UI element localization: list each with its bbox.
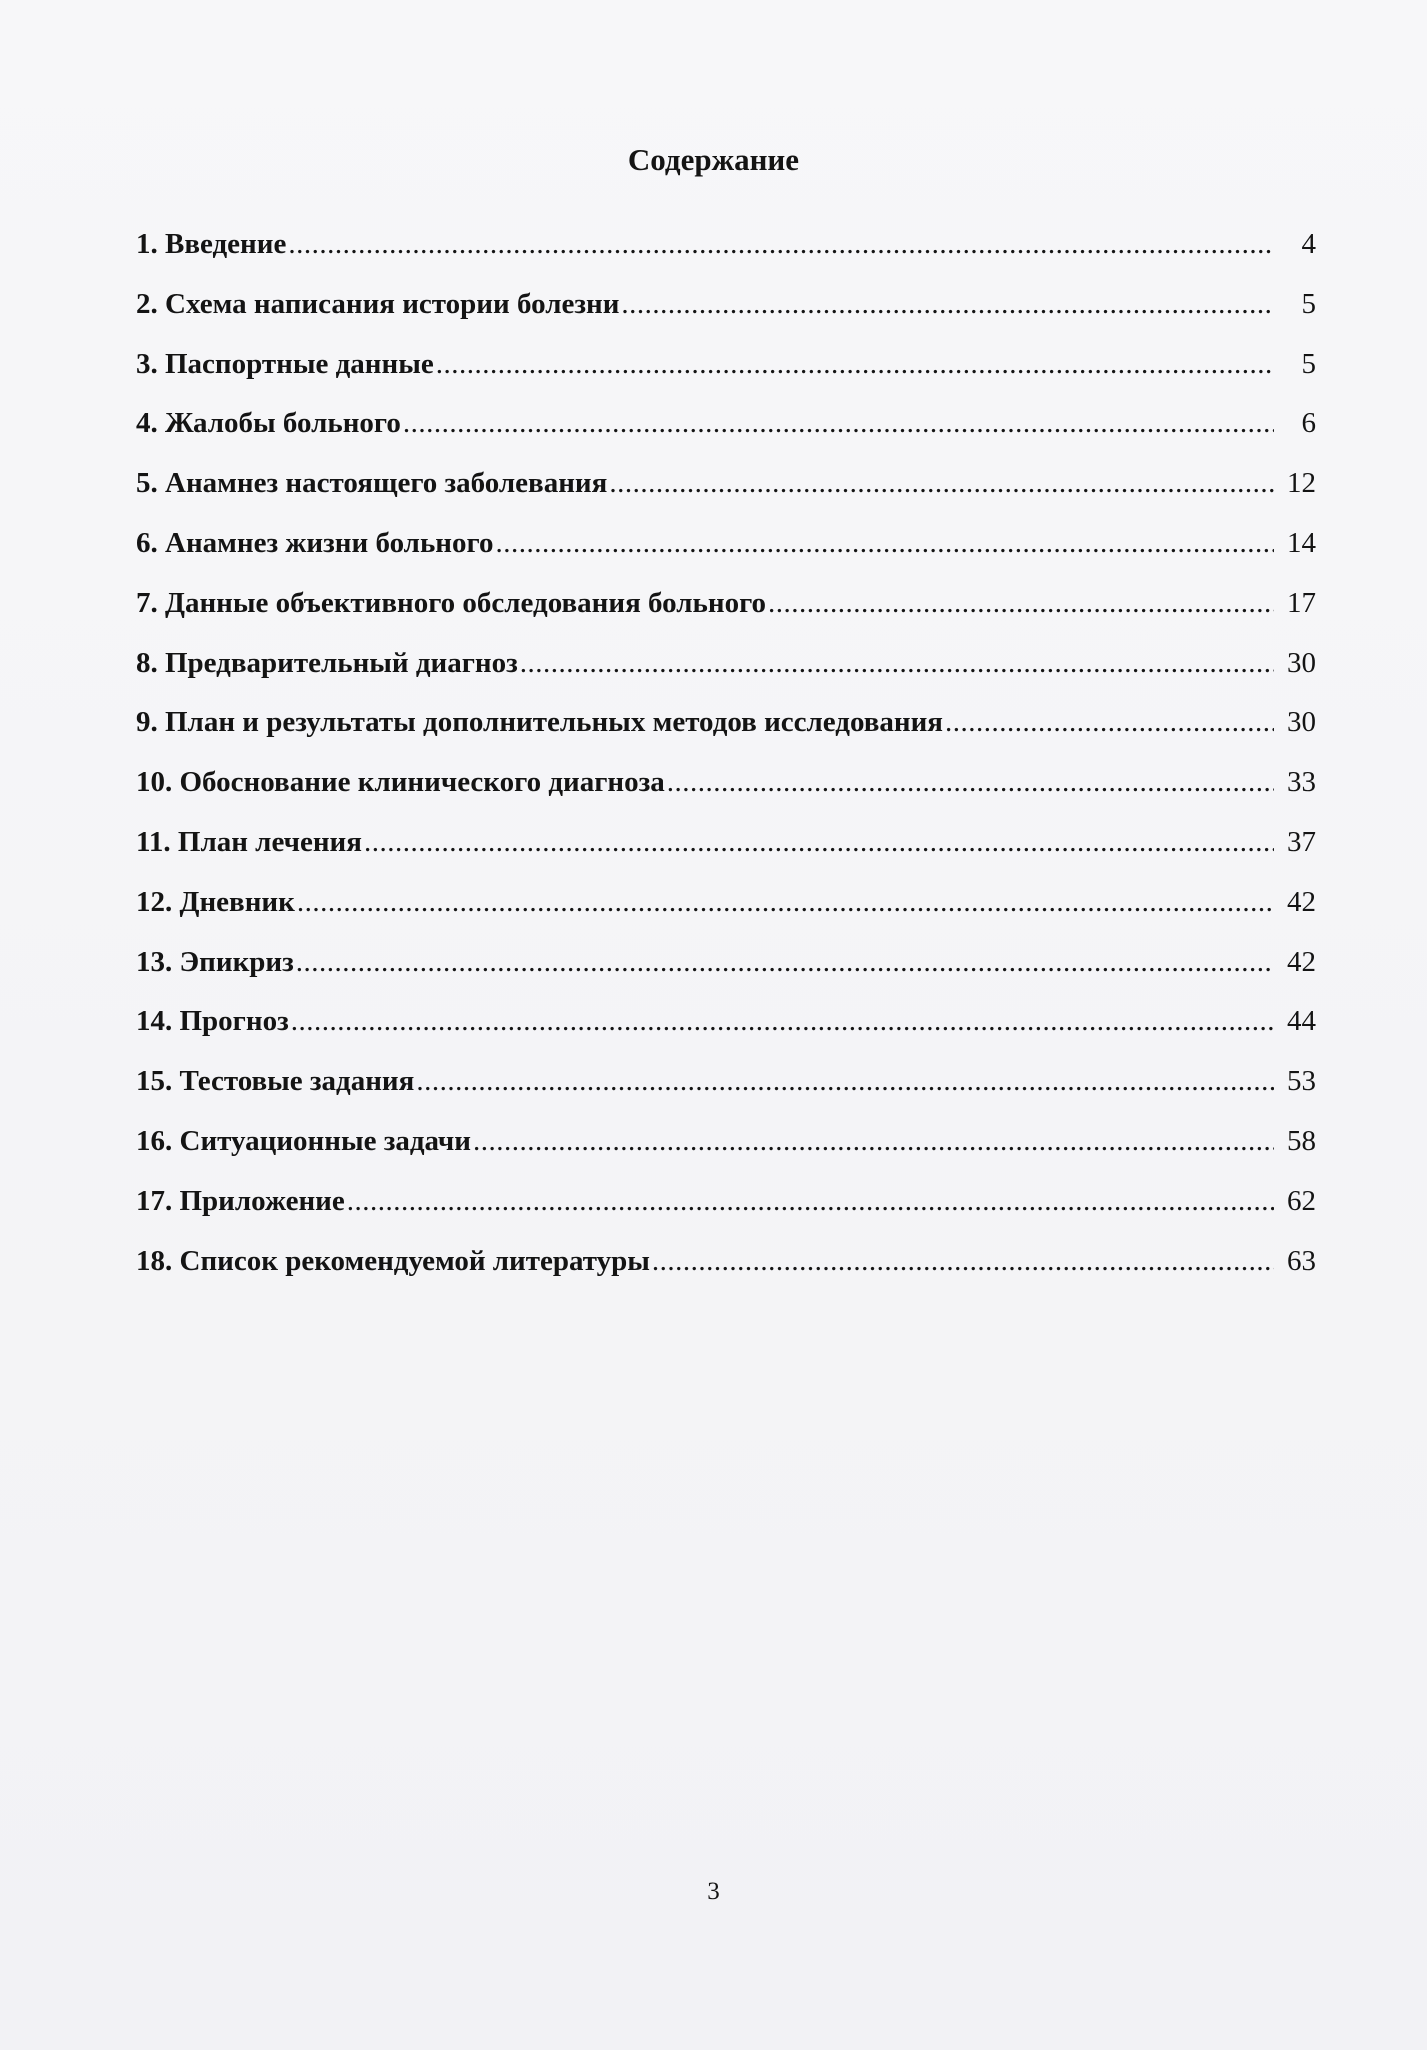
toc-entry-page: 53 — [1287, 1065, 1316, 1098]
toc-entry — [136, 467, 1316, 527]
toc-entry-page: 37 — [1287, 825, 1316, 858]
toc-entry — [136, 1245, 1316, 1305]
toc-entry-page: 33 — [1287, 766, 1316, 799]
toc-entry-label: 8. Предварительный диагноз — [136, 646, 518, 679]
toc-entry-page: 62 — [1287, 1184, 1316, 1217]
toc-entry — [136, 1185, 1316, 1245]
toc-entry — [136, 1005, 1316, 1065]
dot-leader — [291, 1005, 1274, 1038]
dot-leader — [520, 647, 1274, 680]
dot-leader — [768, 587, 1274, 620]
toc-entry-page: 42 — [1287, 945, 1316, 978]
toc-entry-page: 63 — [1287, 1244, 1316, 1277]
toc-entry — [136, 826, 1316, 886]
toc-entry — [136, 228, 1316, 288]
toc-entry — [136, 766, 1316, 826]
toc-entry-page: 30 — [1287, 706, 1316, 739]
dot-leader — [652, 1245, 1274, 1278]
dot-leader — [403, 407, 1274, 440]
table-of-contents — [136, 228, 1316, 1304]
toc-entry — [136, 1065, 1316, 1125]
toc-entry — [136, 527, 1316, 587]
dot-leader — [297, 886, 1274, 919]
toc-entry-label: 4. Жалобы больного — [136, 407, 401, 440]
toc-entry-label: 16. Ситуационные задачи — [136, 1124, 471, 1157]
toc-entry-page: 4 — [1301, 228, 1316, 260]
toc-entry-page: 6 — [1301, 407, 1316, 440]
page-number: 3 — [707, 1878, 720, 1905]
toc-entry — [136, 1125, 1316, 1185]
dot-leader — [288, 228, 1274, 261]
toc-entry-label: 18. Список рекомендуемой литературы — [136, 1244, 650, 1277]
toc-entry — [136, 886, 1316, 946]
toc-entry — [136, 348, 1316, 408]
dot-leader — [621, 288, 1274, 321]
toc-entry — [136, 407, 1316, 467]
toc-entry-label: 5. Анамнез настоящего заболевания — [136, 467, 608, 500]
dot-leader — [667, 766, 1274, 799]
toc-entry-label: 12. Дневник — [136, 885, 295, 918]
toc-entry — [136, 946, 1316, 1006]
dot-leader — [416, 1065, 1274, 1098]
toc-entry-label: 6. Анамнез жизни больного — [136, 526, 494, 559]
dot-leader — [364, 826, 1274, 859]
toc-entry-label: 17. Приложение — [136, 1184, 345, 1217]
toc-entry-page: 12 — [1287, 467, 1316, 500]
toc-entry-page: 14 — [1287, 526, 1316, 559]
toc-entry-page: 17 — [1287, 586, 1316, 619]
page-title: Содержание — [627, 142, 800, 177]
toc-entry-label: 2. Схема написания истории болезни — [136, 287, 620, 320]
dot-leader — [436, 348, 1274, 381]
toc-entry-page: 58 — [1287, 1124, 1316, 1157]
dot-leader — [945, 706, 1274, 739]
toc-entry — [136, 288, 1316, 348]
toc-entry-page: 5 — [1301, 347, 1316, 380]
toc-entry-label: 9. План и результаты дополнительных методов исследования — [136, 706, 944, 739]
toc-entry-label: 11. План лечения — [136, 825, 362, 858]
toc-entry-label: 1. Введение — [136, 228, 287, 260]
toc-entry-page: 30 — [1287, 646, 1316, 679]
toc-entry — [136, 706, 1316, 766]
toc-entry-label: 13. Эпикриз — [136, 945, 294, 978]
toc-entry-page: 42 — [1287, 885, 1316, 918]
dot-leader — [473, 1125, 1274, 1158]
toc-entry-label: 15. Тестовые задания — [136, 1065, 415, 1098]
toc-entry — [136, 587, 1316, 647]
dot-leader — [347, 1185, 1274, 1218]
toc-entry-label: 10. Обоснование клинического диагноза — [136, 766, 665, 799]
dot-leader — [609, 467, 1274, 500]
dot-leader — [495, 527, 1274, 560]
dot-leader — [296, 946, 1274, 979]
toc-entry-label: 3. Паспортные данные — [136, 347, 434, 380]
toc-entry-page: 44 — [1287, 1005, 1316, 1038]
toc-entry-label: 7. Данные объективного обследования больного — [136, 586, 767, 619]
toc-entry — [136, 647, 1316, 707]
toc-entry-label: 14. Прогноз — [136, 1005, 289, 1038]
toc-entry-page: 5 — [1301, 287, 1316, 320]
